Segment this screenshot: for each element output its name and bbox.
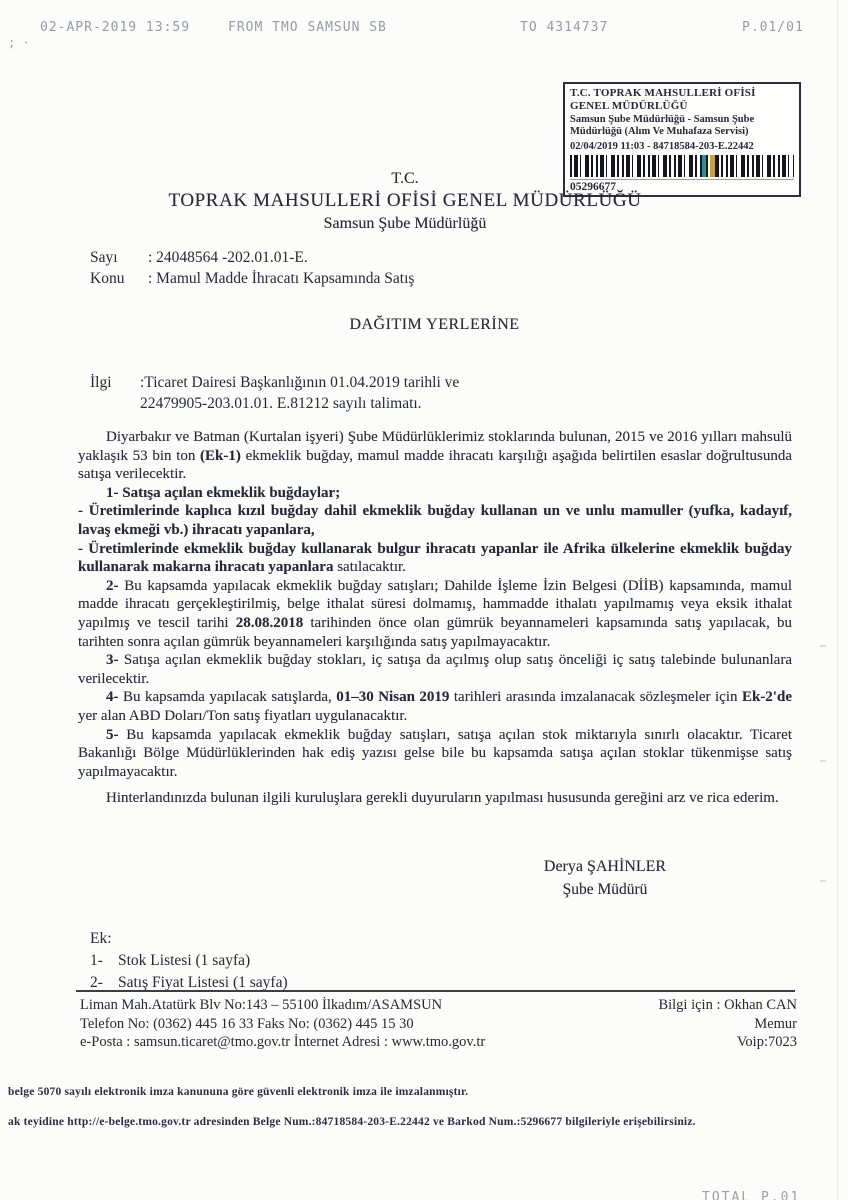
paragraph	[78, 577, 792, 651]
footer-divider	[76, 990, 795, 992]
attachment-item	[90, 950, 288, 972]
footer-phone: Telefon No: (0362) 445 16 33 Faks No: (0362) 445 15 30	[80, 1015, 414, 1032]
text-run: ekmeklik buğday, mamul madde ihracatı karşılığı aşağıda belirtilen esaslar doğrultusunda satışa verilecektir.	[78, 447, 792, 483]
letterhead-state: T.C.	[391, 170, 419, 187]
footer-contact-voip: Voip:7023	[736, 1034, 797, 1050]
ilgi-label: İlgi	[90, 374, 112, 391]
text-run: - Üretimlerinde kaplıca kızıl buğday dahil ekmeklik buğday kullanan un ve unlu mamuller (yufka, kadayıf, lavaş ekmeği vb.) ihracatı yapanlara,	[78, 503, 792, 538]
footer-contact-right	[560, 996, 797, 1052]
attachments-block	[90, 928, 288, 994]
text-run: Ek-2'de	[741, 689, 792, 706]
attachments-label: Ek:	[90, 930, 112, 947]
ilgi-text: :Ticaret Dairesi Başkanlığının 01.04.2019 tarihli ve	[140, 374, 460, 391]
text-run: satılacaktır.	[333, 559, 406, 576]
scan-margin-mark	[820, 880, 826, 882]
scan-edge-line	[837, 0, 838, 1200]
text-run: tarihleri arasında imzalanacak sözleşmeler için	[449, 689, 742, 706]
recipient-line: DAĞITIM YERLERİNE	[349, 316, 520, 333]
text-run: tarihinden önce olan gümrük beyannameleri kapsamında satış yapılacak, bu tarihten sonra açılan gümrük beyannameleri karşılığında satış yapılmayacaktır.	[78, 614, 792, 650]
text-run: (Ek-1)	[200, 447, 241, 464]
letterhead-organization: TOPRAK MAHSULLERİ OFİSİ GENEL MÜDÜRLÜĞÜ	[168, 190, 642, 211]
legal-verification-note: ak teyidine http://e-belge.tmo.gov.tr adresinden Belge Num.:84718584-203-E.22442 ve Barkod Num.:5296677 bilgileriyle erişebilirsiniz.	[8, 1116, 696, 1128]
stamp-organization: T.C. TOPRAK MAHSULLERİ OFİSİ GENEL MÜDÜRLÜĞÜ	[570, 87, 756, 112]
text-run: Hinterlandınızda bulunan ilgili kuruluşlara gerekli duyuruların yapılması hususunda gereğini arz ve rica ederim.	[106, 790, 779, 807]
text-run: 28.08.2018	[235, 614, 304, 631]
text-run: Bu kapsamda yapılacak satışlarda,	[118, 689, 337, 706]
paragraph	[78, 484, 792, 503]
paragraph	[78, 789, 792, 808]
document-meta	[90, 248, 414, 289]
text-run: 5-	[106, 726, 119, 743]
scan-artifact: ; ·	[8, 36, 30, 50]
paragraph	[78, 651, 792, 688]
fax-to-number: TO 4314737	[520, 20, 609, 35]
text-run: - Üretimlerinde ekmeklik buğday kullanarak bulgur ihracatı yapanlar ile Afrika ülkelerine ekmeklik buğday kullanarak makarna ihracatı yapanlara	[78, 540, 792, 576]
konu-row	[90, 269, 414, 290]
konu-label: Konu	[90, 269, 125, 287]
attachment-text: Satış Fiyat Listesi (1 sayfa)	[118, 974, 288, 991]
signature-block	[490, 858, 720, 899]
text-run: Bu kapsamda yapılacak ekmeklik buğday satışları; Dahilde İşleme İzin Belgesi (DİİB) kapsamında, mamul madde ihracatı gerçekleştirilmiş, belge ithalat süresi dolmamış, hammadde ithalatı yapılmamış veya eksik ithalat yapılmış ve tescil tarihi	[78, 577, 792, 631]
signer-title: Şube Müdürü	[562, 881, 648, 898]
paragraph	[78, 540, 792, 577]
fax-from: FROM TMO SAMSUN SB	[228, 20, 387, 35]
text-run: Satışa açılan ekmeklik buğday stokları, iç satışa da açılmış olup satış önceliği iç satış talebinde bulunanlara verilecektir.	[78, 652, 792, 687]
paragraph	[78, 688, 792, 725]
footer-contact-title: Memur	[754, 1015, 797, 1032]
paragraph	[78, 428, 792, 484]
text-run: Diyarbakır ve Batman (Kurtalan işyeri) Şube Müdürlüklerimiz stoklarında bulunan, 2015 ve 2016 yılları mahsulü yaklaşık 53 bin ton	[78, 429, 792, 464]
attachment-text: Stok Listesi (1 sayfa)	[118, 952, 251, 969]
sayi-label: Sayı	[90, 249, 118, 266]
text-run: 4-	[106, 689, 119, 706]
fax-total-line: TOTAL P.01	[702, 1190, 801, 1200]
signer-name: Derya ŞAHİNLER	[543, 858, 667, 875]
reference-line2: 22479905-203.01.01. E.81212 sayılı talimatı.	[140, 395, 422, 412]
barcode-number: 05296677	[570, 179, 794, 193]
legal-signature-note: belge 5070 sayılı elektronik imza kanununa göre güvenli elektronik imza ile imzalanmıştır.	[8, 1086, 469, 1098]
reference-line1	[90, 372, 459, 393]
scan-margin-mark	[820, 760, 826, 762]
konu-value: : Mamul Madde İhracatı Kapsamında Satış	[148, 269, 415, 287]
text-run: 3-	[106, 652, 119, 669]
fax-page-number: P.01/01	[742, 20, 804, 35]
paragraph	[78, 726, 792, 782]
footer-address: Liman Mah.Atatürk Blv No:143 – 55100 İlkadım/ASAMSUN	[80, 997, 443, 1013]
footer-contact-name: Bilgi için : Okhan CAN	[658, 997, 797, 1013]
stamp-date-reference: 02/04/2019 11:03 - 84718584-203-E.22442	[570, 141, 754, 152]
paragraph	[78, 502, 792, 539]
sayi-row	[90, 248, 414, 269]
text-run: 1- Satışa açılan ekmeklik buğdaylar;	[106, 484, 341, 501]
text-run: 01–30 Nisan 2019	[336, 689, 450, 706]
fax-datetime: 02-APR-2019 13:59	[40, 20, 191, 35]
text-run: 2-	[106, 577, 119, 594]
stamp-unit: Samsun Şube Müdürlüğü - Samsun Şube Müdürlüğü (Alım Ve Muhafaza Servisi)	[570, 114, 755, 137]
scan-margin-mark	[820, 645, 826, 647]
sayi-value: : 24048564 -202.01.01-E.	[148, 249, 308, 266]
letterhead	[45, 170, 765, 233]
text-run: yer alan ABD Doları/Ton satış fiyatları uygulanacaktır.	[78, 707, 408, 724]
attachment-number: 2-	[90, 974, 103, 991]
attachment-number: 1-	[90, 952, 103, 969]
text-run: Bu kapsamda yapılacak ekmeklik buğday satışları, satışa açılan stok miktarıyla sınırlı olacaktır. Ticaret Bakanlığı Bölge Müdürlüklerinden hak ediş yazısı gelse bile bu kapsamda satışa açılan stoklar tükenmişse satış yapılmayacaktır.	[78, 726, 792, 780]
body-paragraphs	[78, 428, 792, 808]
letterhead-branch: Samsun Şube Müdürlüğü	[323, 215, 487, 232]
reference-block	[90, 372, 459, 414]
footer-contact-left	[80, 996, 485, 1052]
footer-email: e-Posta : samsun.ticaret@tmo.gov.tr İnternet Adresi : www.tmo.gov.tr	[80, 1034, 486, 1050]
